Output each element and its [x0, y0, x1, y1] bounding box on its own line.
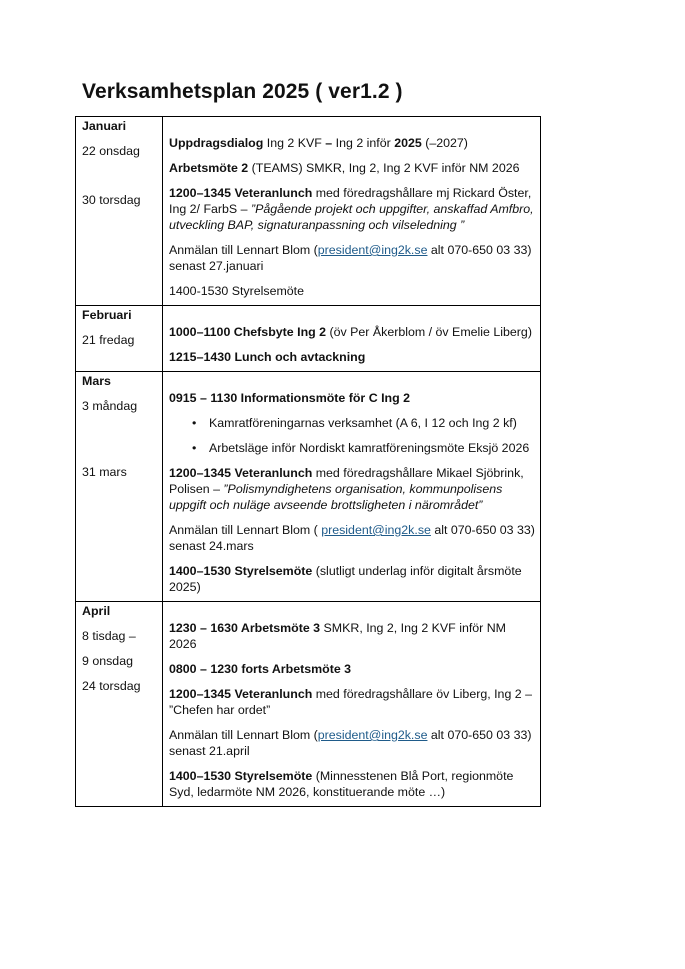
table-row: [76, 602, 541, 807]
event-entry: [169, 349, 536, 365]
email-link[interactable]: president@ing2k.se: [321, 523, 431, 537]
date-cell: [76, 117, 163, 306]
event-title: 1230 – 1630 Arbetsmöte 3: [169, 621, 321, 635]
list-item: • Arbetsläge inför Nordiskt kamratföreningsmöte Eksjö 2026: [209, 440, 536, 456]
event-text: Ing 2 inför: [332, 136, 395, 150]
event-entry: [169, 465, 536, 513]
table-row: [76, 117, 541, 306]
event-title: 1000–1100 Chefsbyte Ing 2: [169, 325, 327, 339]
date-cell: [76, 306, 163, 372]
date-label: 9 onsdag: [82, 654, 133, 668]
registration-note: [169, 522, 536, 554]
table-row: [76, 372, 541, 602]
event-text: Ing 2 KVF: [263, 136, 326, 150]
event-entry: [169, 390, 536, 406]
event-title: 0800 – 1230 forts Arbetsmöte 3: [169, 662, 352, 676]
email-link[interactable]: president@ing2k.se: [317, 728, 428, 742]
event-entry: [169, 563, 536, 595]
email-link[interactable]: president@ing2k.se: [317, 243, 428, 257]
event-entry: [169, 324, 536, 340]
date-label: 30 torsdag: [82, 193, 141, 207]
events-cell: [163, 602, 541, 807]
event-text: Anmälan till Lennart Blom (: [169, 728, 318, 742]
event-text: med föredragshållare öv Liberg, Ing 2 – ”Chefen har ordet”: [169, 687, 533, 717]
month-heading: Januari: [82, 119, 127, 133]
event-text: alt 070-650 03 33) senast 24.mars: [169, 523, 535, 553]
page-title: Verksamhetsplan 2025 ( ver1.2 ): [82, 80, 403, 103]
event-text: alt 070-650 03 33) senast 27.januari: [169, 243, 532, 273]
event-title: –: [325, 136, 333, 150]
plan-table: [75, 116, 541, 807]
table-row: [76, 306, 541, 372]
event-title: 1400–1530 Styrelsemöte: [169, 564, 313, 578]
events-cell: [163, 306, 541, 372]
event-title: 1200–1345 Veteranlunch: [169, 466, 313, 480]
registration-note: [169, 242, 536, 274]
event-entry: [169, 661, 536, 677]
event-entry: [169, 686, 536, 718]
event-title: Uppdragsdialog: [169, 136, 264, 150]
events-cell: [163, 372, 541, 602]
bullet-list: [169, 415, 536, 456]
date-cell: [76, 372, 163, 602]
event-text: med föredragshållare Mikael Sjöbrink, Polisen –: [169, 466, 524, 496]
event-title: 1200–1345 Veteranlunch: [169, 186, 313, 200]
event-text: (–2027): [421, 136, 468, 150]
registration-note: [169, 727, 536, 759]
event-entry: [169, 620, 536, 652]
date-label: 31 mars: [82, 465, 127, 479]
event-entry: [169, 160, 536, 176]
event-entry: [169, 768, 536, 800]
date-cell: [76, 602, 163, 807]
event-text: med föredragshållare mj Rickard Öster, Ing 2/ FarbS –: [169, 186, 532, 216]
event-title: 1400–1530 Styrelsemöte: [169, 769, 313, 783]
month-heading: Mars: [82, 374, 111, 388]
event-text: (TEAMS) SMKR, Ing 2, Ing 2 KVF inför NM 2026: [248, 161, 520, 175]
event-text: SMKR, Ing 2, Ing 2 KVF inför NM 2026: [169, 621, 507, 651]
events-cell: [163, 117, 541, 306]
event-text: (slutligt underlag inför digitalt årsmöte 2025): [169, 564, 522, 594]
event-entry: 1400-1530 Styrelsemöte: [169, 284, 305, 298]
date-label: 21 fredag: [82, 333, 135, 347]
event-text: alt 070-650 03 33) senast 21.april: [169, 728, 532, 758]
event-text: (öv Per Åkerblom / öv Emelie Liberg): [326, 325, 532, 339]
event-title: 0915 – 1130 Informationsmöte för C Ing 2: [169, 391, 411, 405]
event-text: Anmälan till Lennart Blom (: [169, 523, 322, 537]
event-title: 1215–1430 Lunch och avtackning: [169, 350, 366, 364]
date-label: 24 torsdag: [82, 679, 141, 693]
event-title: 1200–1345 Veteranlunch: [169, 687, 313, 701]
event-text: Anmälan till Lennart Blom (: [169, 243, 318, 257]
event-title: Arbetsmöte 2: [169, 161, 249, 175]
event-text: (Minnesstenen Blå Port, regionmöte Syd, ledarmöte NM 2026, konstituerande möte …): [169, 769, 514, 799]
month-heading: Februari: [82, 308, 132, 322]
event-quote: ”Pågående projekt och uppgifter, anskaffad Amfbro, utveckling BAP, signaturanpassning och vilseledning ”: [169, 202, 534, 232]
event-entry: [169, 185, 536, 233]
month-heading: April: [82, 604, 111, 618]
event-title: 2025: [394, 136, 422, 150]
event-quote: ”Polismyndighetens organisation, kommunpolisens uppgift och nuläge avseende brottsligheten i närområdet”: [169, 482, 503, 512]
date-label: 8 tisdag –: [82, 629, 136, 643]
event-entry: [169, 135, 536, 151]
date-label: 22 onsdag: [82, 144, 140, 158]
list-item: • Kamratföreningarnas verksamhet (A 6, I 12 och Ing 2 kf): [209, 415, 536, 431]
date-label: 3 måndag: [82, 399, 138, 413]
